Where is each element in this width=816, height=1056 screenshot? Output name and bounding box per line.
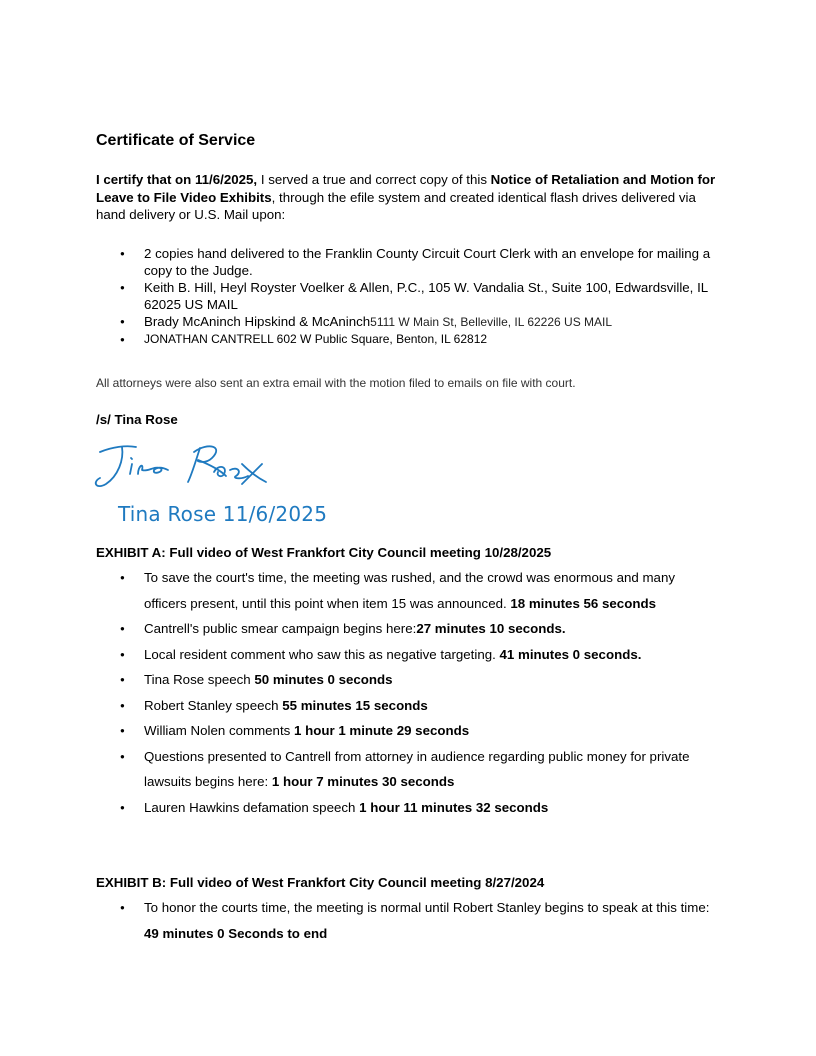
exhibit-item-timestamp: 27 minutes 10 seconds. — [416, 621, 566, 636]
certify-date: I certify that on 11/6/2025, — [96, 172, 258, 187]
exhibit-a-item — [96, 693, 720, 719]
exhibit-item-timestamp: 1 hour 1 minute 29 seconds — [294, 723, 470, 738]
exhibit-b-list — [96, 895, 720, 946]
exhibit-item-timestamp: 50 minutes 0 seconds — [254, 672, 393, 687]
recipient-address: 5111 W Main St, Belleville, IL 62226 US MAIL — [370, 315, 613, 329]
exhibit-a-item — [96, 667, 720, 693]
exhibit-a-title: EXHIBIT A: Full video of West Frankfort City Council meeting 10/28/2025 — [96, 545, 552, 560]
exhibit-b-title: EXHIBIT B: Full video of West Frankfort City Council meeting 8/27/2024 — [96, 875, 545, 890]
recipient-item: ● 2 copies hand delivered to the Franklin County Circuit Court Clerk with an envelope for mailing a copy to the Judge. — [96, 245, 720, 279]
certificate-heading: Certificate of Service — [96, 132, 256, 149]
exhibit-a-item — [96, 616, 720, 642]
exhibit-item-text: Questions presented to Cantrell from attorney in audience regarding public money for private lawsuits begins here: — [144, 748, 690, 789]
exhibit-item-text: Lauren Hawkins defamation speech — [144, 799, 360, 815]
certify-text-2: , through the efile system and created identical flash drives delivered via hand delivery or U.S. Mail upon: — [96, 189, 696, 222]
exhibit-item-text: William Nolen comments — [144, 723, 294, 738]
exhibit-item-timestamp: 49 minutes 0 Seconds to end — [144, 925, 328, 941]
certification-paragraph — [96, 171, 720, 224]
exhibit-item-text: Cantrell's public smear campaign begins here: — [144, 621, 417, 636]
exhibit-b-item — [96, 895, 720, 946]
service-recipient-list — [96, 245, 720, 348]
recipient-item: ● Keith B. Hill, Heyl Royster Voelker & Allen, P.C., 105 W. Vandalia St., Suite 100, Edwardsville, IL 62025 US MAIL — [96, 279, 720, 313]
exhibit-a-list — [96, 565, 720, 820]
exhibit-a-item — [96, 744, 720, 795]
exhibit-a-item — [96, 795, 720, 821]
exhibit-item-timestamp: 1 hour 11 minutes 32 seconds — [359, 799, 549, 815]
exhibit-item-timestamp: 41 minutes 0 seconds. — [499, 646, 642, 662]
exhibit-item-text: Robert Stanley speech — [144, 697, 283, 713]
exhibit-a-item — [96, 565, 720, 616]
certify-text-1: I served a true and correct copy of this — [257, 172, 491, 187]
signed-line: /s/ Tina Rose — [96, 412, 178, 427]
exhibit-item-text: Tina Rose speech — [144, 672, 255, 687]
email-note: All attorneys were also sent an extra email with the motion filed to emails on file with court. — [96, 376, 576, 390]
exhibit-a-item — [96, 642, 720, 668]
exhibit-item-timestamp: 18 minutes 56 seconds — [510, 595, 656, 611]
document-title: Notice of Retaliation and Motion for Leave to File Video Exhibits — [96, 172, 716, 205]
exhibit-item-timestamp: 1 hour 7 minutes 30 seconds — [271, 774, 455, 789]
handwritten-signature — [92, 438, 272, 494]
exhibit-item-text: To save the court's time, the meeting was rushed, and the crowd was enormous and many officers present, until this point when item 15 was announced. — [144, 570, 675, 611]
recipient-firm: Brady McAninch Hipskind & McAninch — [144, 314, 371, 329]
signature-name-date: Tina Rose 11/6/2025 — [118, 502, 328, 526]
exhibit-item-text: Local resident comment who saw this as negative targeting. — [144, 646, 500, 662]
recipient-item — [96, 313, 720, 331]
exhibit-a-item — [96, 718, 720, 744]
exhibit-item-text: To honor the courts time, the meeting is normal until Robert Stanley begins to speak at this time: — [144, 900, 710, 915]
exhibit-item-timestamp: 55 minutes 15 seconds — [282, 697, 428, 713]
recipient-item: ● JONATHAN CANTRELL 602 W Public Square, Benton, IL 62812 — [96, 331, 720, 348]
